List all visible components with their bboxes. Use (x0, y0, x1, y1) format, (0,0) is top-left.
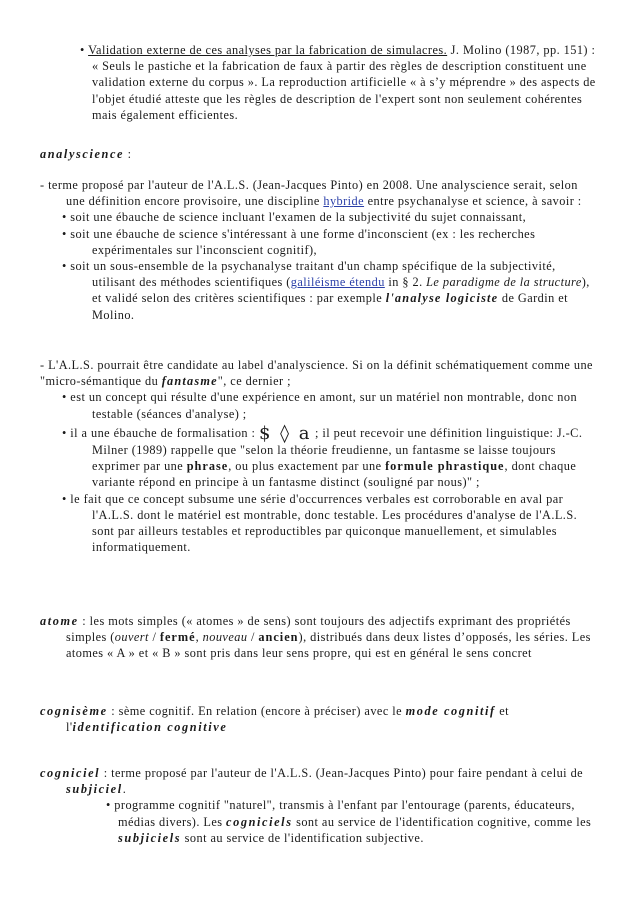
separator: / (148, 630, 160, 645)
validation-item (0, 42, 638, 123)
list-item (0, 226, 638, 258)
list-item (0, 797, 638, 846)
adjective-ancien: ancien (258, 630, 299, 645)
fantasme-formula: $ ◊ a (258, 422, 312, 444)
list-item-text: soit une ébauche de science s'intéressant à une forme d'inconscient (ex : les recherches expérimentales sur l'inconscient cognitif), (70, 226, 536, 257)
candidacy-text: - L'A.L.S. pourrait être candidate au label d'analyscience. Si on la définit schématiquement comme une "micro-sémantique du (40, 358, 593, 389)
entry-cognisème (0, 703, 638, 735)
emphasis-term: l'analyse logiciste (385, 291, 499, 306)
list-item-text: in § 2. (384, 275, 427, 290)
bullet-glyph: • (62, 491, 67, 506)
list-item-text: programme cognitif "naturel", transmis à l'enfant par l'entourage (parents, éducateurs, médias divers). Les (114, 798, 575, 829)
adjective-ferme: fermé (159, 630, 196, 645)
list-item-text: , ou plus exactement par une (228, 459, 386, 474)
cogniciel-paragraph (0, 765, 638, 797)
entry-text: : terme proposé par l'auteur de l'A.L.S. (Jean-Jacques Pinto) pour faire pendant à celui de (100, 766, 584, 780)
list-item-text: soit un sous-ensemble de la psychanalyse traitant d'un champ spécifique de la subjectivité, utilisant des méthodes scientifiques ( (70, 259, 556, 290)
entry-text: . (122, 782, 127, 797)
entry-term: cogniciel (40, 766, 101, 780)
bullet-glyph: • (62, 226, 67, 241)
identification-cognitive-term: identification cognitive (72, 720, 228, 735)
list-item-text: de Gardin et Molino. (92, 291, 569, 322)
validation-paragraph (0, 42, 638, 123)
entry-text: : sème cognitif. En relation (encore à préciser) avec le (107, 704, 406, 718)
definition-paragraph (0, 177, 638, 209)
mode-cognitif-term: mode cognitif (405, 704, 496, 718)
definition-text: - terme proposé par l'auteur de l'A.L.S. (Jean-Jacques Pinto) en 2008. Une analyscience serait, selon une définition encore provisoire, une discipline (40, 178, 578, 209)
validation-text: J. Molino (1987, pp. 151) : « Seuls le pastiche et la fabrication de faux à partir des règles de description constituent une validation externe du corpus ». La reproduction artificielle « à s’y méprendre » des aspects de l'objet étudié atteste que les règles de description de l'expert sont non seulement cohérentes mais également efficientes. (92, 43, 596, 122)
separator: , (195, 630, 203, 645)
candidacy-paragraph (0, 357, 638, 389)
list-item (0, 209, 638, 225)
paradigm-title: Le paradigme de la structure (426, 275, 582, 290)
list-item (0, 258, 638, 323)
list-item-text: ; il peut recevoir une définition linguistique: J.-C. Milner (1989) rappelle que "selon la théorie freudienne, un fantasme se laisse toujours exprimer par une (92, 425, 583, 474)
bullet-glyph: • (80, 43, 85, 57)
entry-text: : les mots simples (« atomes » de sens) sont toujours des adjectifs exprimant des propriétés simples ( (66, 614, 571, 645)
entry-text: ), distribués dans deux listes d’opposés, les séries. Les atomes « A » et « B » sont pris dans leur sens propre, qui est en général le sens concret (66, 630, 591, 661)
fantasme-term: fantasme (161, 374, 218, 389)
entry-heading (0, 146, 638, 162)
validation-title: Validation externe de ces analyses par la fabrication de simulacres. (88, 43, 448, 57)
atome-paragraph (0, 613, 638, 662)
galileisme-etendu-link[interactable]: galiléisme étendu (290, 275, 385, 290)
entry-colon: : (124, 147, 132, 161)
bullet-glyph: • (62, 390, 67, 405)
subjiciel-term: subjiciel (66, 782, 123, 797)
entry-term: cognisème (40, 704, 108, 718)
subjiciels-term: subjiciels (118, 830, 182, 845)
adjective-nouveau: nouveau (202, 630, 248, 645)
analyscience-candidacy (0, 357, 638, 555)
entry-cogniciel (0, 765, 638, 846)
entry-term: atome (40, 614, 79, 628)
definition-text-end: entre psychanalyse et science, à savoir : (364, 194, 582, 209)
bullet-glyph: • (62, 210, 67, 225)
list-item (0, 422, 638, 491)
analyscience-definition (0, 177, 638, 323)
list-item-text: soit une ébauche de science incluant l'examen de la subjectivité du sujet connaissant, (70, 210, 527, 225)
entry-term: analyscience (40, 147, 125, 161)
candidacy-text-end: ", ce dernier ; (217, 374, 291, 389)
hybride-link[interactable]: hybride (323, 194, 365, 209)
bullet-glyph: • (62, 259, 67, 274)
entry-text: et l' (66, 704, 510, 735)
formule-phrastique-term: formule phrastique (385, 459, 505, 474)
list-item (0, 491, 638, 556)
entry-analyscience (0, 146, 638, 162)
adjective-ouvert: ouvert (114, 630, 149, 645)
bullet-glyph: • (62, 425, 67, 440)
cogniseme-paragraph (0, 703, 638, 735)
cogniciels-term: cogniciels (226, 814, 293, 829)
bullet-glyph: • (106, 798, 111, 813)
phrase-term: phrase (186, 459, 229, 474)
list-item (0, 389, 638, 421)
list-item-text: , dont chaque variante répond en principe à un fantasme distinct (souligné par nous)" ; (92, 459, 577, 490)
list-item-text: le fait que ce concept subsume une série d'occurrences verbales est corroborable en aval par l'A.L.S. dont le matériel est montrable, donc testable. Les procédures d'analyse de l'A.L.S. sont par ailleurs testables et reproductibles par quiconque manuellement, et simulables informatiquement. (70, 491, 578, 555)
list-item-text: ), et validé selon des critères scientifiques : par exemple (92, 275, 590, 306)
entry-atome (0, 613, 638, 662)
list-item-text: il a une ébauche de formalisation : (70, 425, 259, 440)
list-item-text: sont au service de l'identification cognitive, comme les (292, 814, 592, 829)
separator: / (247, 630, 259, 645)
list-item-text: est un concept qui résulte d'une expérience en amont, sur un matériel non montrable, donc non testable (séances d'analyse) ; (70, 390, 578, 421)
list-item-text: sont au service de l'identification subjective. (181, 830, 424, 845)
